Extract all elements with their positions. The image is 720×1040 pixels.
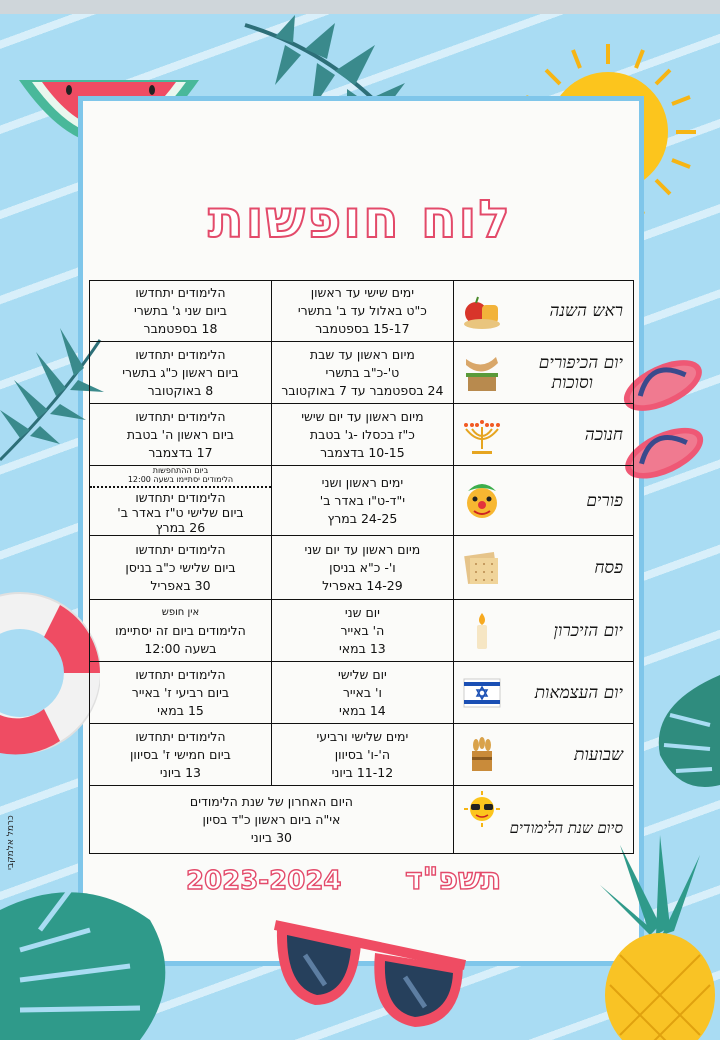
resume-line: ביום שלישי ט"ז באדר ב': [117, 505, 244, 520]
resume-cell: [90, 466, 272, 536]
days-line: 13 במאי: [339, 640, 386, 656]
sunglasses-icon: [265, 915, 475, 1040]
resume-line: ביום שני ג' בתשרי: [133, 303, 227, 318]
table-row: [90, 724, 634, 786]
holiday-days-cell: [271, 342, 453, 404]
table-row: [90, 466, 634, 536]
hebrew-year: תשפ"ד: [405, 862, 502, 897]
days-line: 10-15 בדצמבר: [320, 444, 405, 460]
candle-icon: [462, 611, 502, 651]
holiday-days-cell: [271, 404, 453, 466]
resume-line: 8 באוקטובר: [147, 382, 214, 398]
resume-line: הלימודים ביום זה יסתיימו: [115, 622, 246, 638]
holiday-days-cell: [271, 600, 453, 662]
table-row: [90, 536, 634, 600]
days-line: ה'-ו' בסיוון: [334, 746, 391, 762]
resume-line: הלימודים יתחדשו: [135, 285, 226, 300]
author-credit: כרמל אלמקבי: [6, 815, 16, 870]
holiday-name-cell: [453, 724, 633, 786]
page-title: לוח חופשות: [208, 190, 512, 250]
resume-line: הלימודים יתחדשו: [135, 490, 226, 505]
resume-cell: [90, 536, 272, 600]
monstera-left-icon: [0, 870, 180, 1040]
resume-cell: [90, 724, 272, 786]
monstera-right-icon: [640, 665, 720, 795]
dotted-divider: [90, 486, 271, 488]
honey-apple-icon: [462, 291, 502, 331]
resume-line: ביום חמישי ז' בסיוון: [130, 746, 231, 762]
holiday-name-cell: [453, 466, 633, 536]
resume-line: בשעה 12:00: [144, 640, 217, 656]
days-line: 24 בספטמבר עד 7 באוקטובר: [281, 382, 444, 398]
days-line: ימים שישי עד ראשון: [310, 285, 415, 300]
table-row: [90, 662, 634, 724]
resume-cell: [90, 600, 272, 662]
days-line: מיום ראשון עד שבת: [309, 346, 415, 362]
table-row: [90, 342, 634, 404]
final-line: 30 ביוני: [250, 829, 292, 845]
holiday-name-cell: [453, 281, 633, 342]
table-row: [90, 786, 634, 854]
resume-line: הלימודים יתחדשו: [135, 666, 226, 682]
resume-cell: [90, 342, 272, 404]
holiday-name: פורים: [586, 490, 623, 511]
holiday-name: שבועות: [574, 744, 623, 765]
final-day-cell: [90, 786, 454, 854]
resume-line: 26 במרץ: [155, 520, 206, 535]
days-line: י"ד-ט"ו באדר ב': [319, 492, 405, 508]
resume-cell: [90, 281, 272, 342]
resume-line: ביום רביעי ז' באייר: [131, 684, 230, 700]
top-bar: [0, 0, 720, 14]
days-line: כ"ז בכסלו -ג' בטבת: [309, 426, 415, 442]
resume-line: הלימודים יתחדשו: [135, 408, 226, 424]
menorah-icon: [462, 415, 502, 455]
holiday-name-cell: [453, 404, 633, 466]
resume-cell: [90, 404, 272, 466]
holiday-days-cell: [271, 281, 453, 342]
days-line: ו' באייר: [342, 684, 382, 700]
holiday-name: יום הזיכרון: [553, 620, 623, 641]
days-line: מיום ראשון עד יום שני: [304, 541, 421, 557]
resume-line: ביום ראשון כ"ג בתשרי: [122, 364, 239, 380]
final-line: היום האחרון של שנת הלימודים: [189, 793, 353, 809]
resume-line: ביום ראשון ה' בטבת: [126, 426, 235, 442]
resume-line: ביום שלישי כ"ב בניסן: [125, 559, 236, 575]
days-line: יום שלישי: [337, 666, 387, 682]
resume-line: 17 בדצמבר: [148, 444, 213, 460]
table-row: [90, 281, 634, 342]
wheat-icon: [462, 735, 502, 775]
holiday-table: [89, 280, 634, 854]
no-vacation-note: אין חופש: [161, 606, 200, 618]
holiday-name-cell: [453, 662, 633, 724]
days-line: 14 במאי: [339, 702, 386, 718]
holiday-days-cell: [271, 724, 453, 786]
days-line: 14-29 באפריל: [322, 577, 403, 593]
year-range: 2023-2024: [186, 866, 342, 896]
shofar-sukkah-icon: [462, 353, 502, 393]
days-line: ימים שלישי ורביעי: [316, 728, 409, 744]
resume-line: 30 באפריל: [150, 577, 211, 593]
holiday-name: יום העצמאות: [534, 682, 623, 703]
days-line: 15-17 בספטמבר: [315, 321, 410, 336]
holiday-name-cell: [453, 342, 633, 404]
holiday-days-cell: [271, 662, 453, 724]
resume-cell: [90, 662, 272, 724]
days-line: ו'- כ"א בניסן: [329, 559, 396, 575]
days-line: ט'-כ"ב בתשרי: [325, 364, 400, 380]
resume-line: הלימודים יתחדשו: [135, 541, 226, 557]
resume-line: הלימודים יתחדשו: [135, 346, 226, 362]
days-line: 24-25 במרץ: [327, 510, 398, 526]
holiday-name: חנוכה: [584, 424, 623, 445]
table-row: [90, 600, 634, 662]
resume-line: הלימודים יתחדשו: [135, 728, 226, 744]
holiday-days-cell: [271, 536, 453, 600]
life-ring-icon: [0, 585, 100, 760]
holiday-name-second: וסוכות: [551, 372, 593, 393]
final-line: אי"ה ביום ראשון כ"ד בסיון: [202, 811, 341, 827]
holiday-days-cell: [271, 466, 453, 536]
holiday-name-cell: [453, 536, 633, 600]
holiday-name-cell: [453, 786, 633, 854]
holiday-name: פסח: [594, 557, 623, 578]
holiday-name: סיום שנת הלימודים: [509, 819, 623, 837]
resume-line: 15 במאי: [157, 702, 204, 718]
matzah-icon: [462, 548, 502, 588]
days-line: ימים ראשון ושני: [321, 474, 404, 490]
days-line: מיום ראשון עד יום שישי: [301, 408, 424, 424]
costume-day-note: הלימודים יסתיימו בשעה 12:00: [127, 475, 234, 484]
resume-line: 18 בספטמבר: [143, 321, 218, 336]
holiday-name: יום הכיפורים: [538, 352, 623, 373]
israel-flag-icon: [462, 673, 502, 713]
days-line: יום שני: [344, 604, 380, 620]
holiday-name-cell: [453, 600, 633, 662]
sun-sunglasses-icon: [462, 789, 502, 829]
holiday-name: ראש השנה: [549, 301, 623, 321]
resume-line: 13 ביוני: [159, 764, 202, 780]
pineapple-icon: [590, 835, 720, 1040]
costume-day-note: ביום ההתחפשות: [152, 466, 209, 475]
days-line: 11-12 ביוני: [331, 764, 394, 780]
table-row: [90, 404, 634, 466]
days-line: ה' באייר: [340, 622, 385, 638]
clown-icon: [462, 481, 502, 521]
days-line: כ"ט באלול עד ב' בתשרי: [297, 303, 427, 318]
